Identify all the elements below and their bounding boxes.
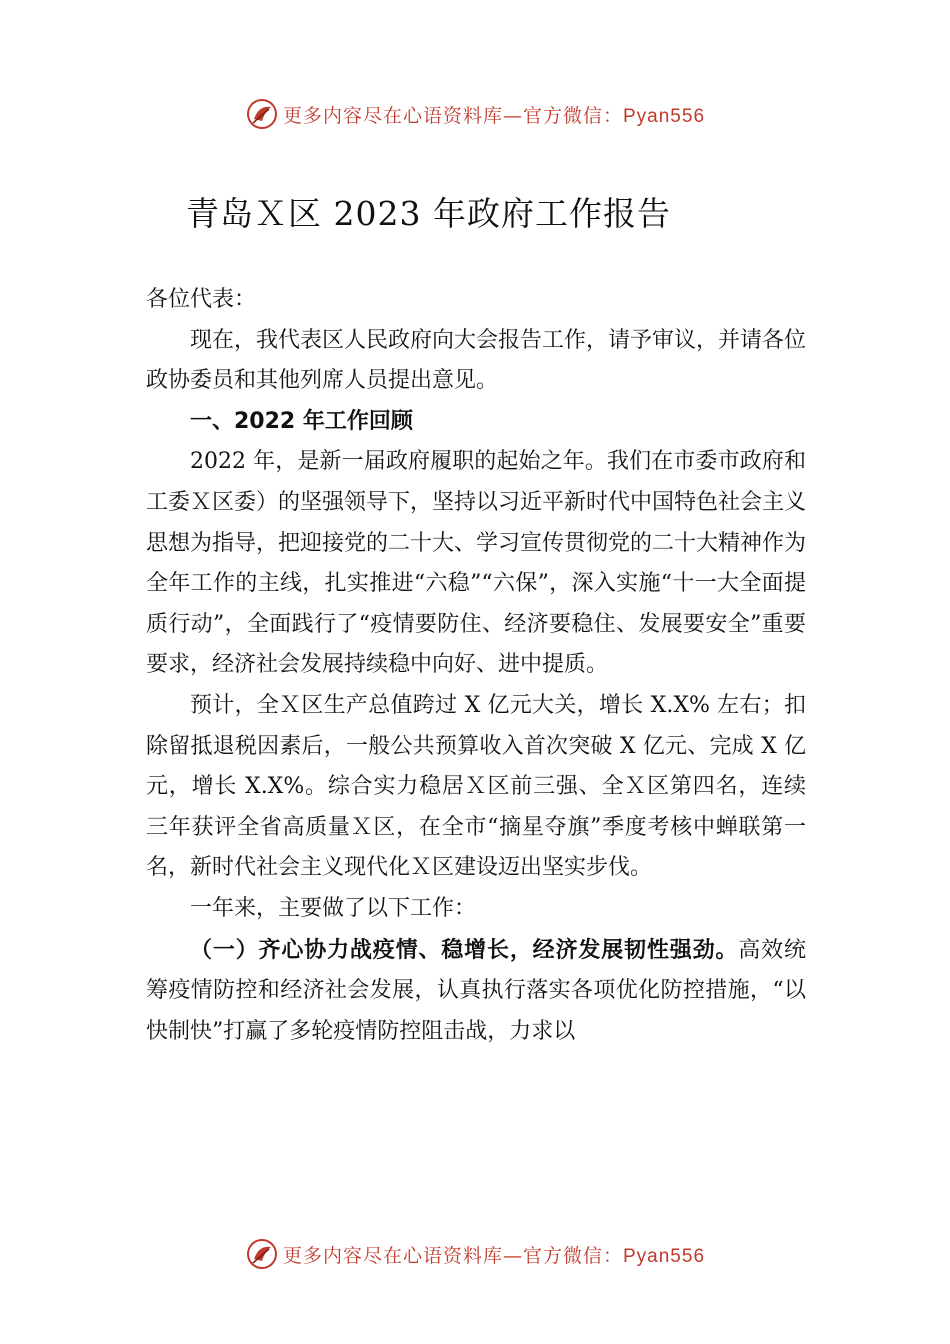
paragraph-estimates: 预计，全Ｘ区生产总值跨过 X 亿元大关，增长 X.X% 左右；扣除留抵退税因素后，一般公共预算收入首次突破 X 亿元、完成 X 亿元，增长 X.X%。综合实力稳居Ｘ区前三强、全Ｘ区第四名，连续三年获评全省高质量Ｘ区，在全市“摘星夺旗”季度考核中蝉联第一名，新时代社会主义现代化Ｘ区建设迈出坚实步伐。 [146,692,806,881]
paragraph-work-intro: 一年来，主要做了以下工作： [190,895,477,921]
paragraph-intro: 现在，我代表区人民政府向大会报告工作，请予审议，并请各位政协委员和其他列席人员提出意见。 [146,327,807,394]
watermark-banner-bottom [0,1234,950,1274]
section-heading-1: 一、2022 年工作回顾 [190,408,413,434]
salutation: 各位代表： [146,287,257,312]
banner-wechat-id: Pyan556 [623,105,706,127]
banner-wechat-id: Pyan556 [623,1245,706,1267]
paragraph-epidemic: 高效统筹疫情防控和经济社会发展，认真执行落实各项优化防控措施，“以快制快”打赢了多轮疫情防控阻击战，力求以 [146,937,806,1044]
banner-text [283,1241,705,1268]
document-title: 青岛Ｘ区 2023 年政府工作报告 [186,194,671,233]
document-body [146,280,806,1052]
banner-slogan: 更多内容尽在心语资料库 [282,1244,503,1267]
banner-separator: — [502,104,523,127]
banner-wechat-label: 官方微信： [522,1244,623,1267]
watermark-banner-top [0,94,950,134]
banner-separator: — [502,1244,523,1267]
paragraph-review: 2022 年，是新一届政府履职的起始之年。我们在市委市政府和工委Ｘ区委）的坚强领导下，坚持以习近平新时代中国特色社会主义思想为指导，把迎接党的二十大、学习宣传贯彻党的二十大精神作为全年工作的主线，扎实推进“六稳”“六保”，深入实施“十一大全面提质行动”，全面践行了“疫情要防住、经济要稳住、发展要安全”重要要求，经济社会发展持续稳中向好、进中提质。 [146,449,807,678]
banner-text [283,101,705,128]
subsection-heading-1: （一）齐心协力战疫情、稳增长，经济发展韧性强劲。 [190,936,739,963]
banner-wechat-label: 官方微信： [522,104,623,127]
logo-icon [245,1237,279,1271]
logo-icon [245,97,279,131]
banner-slogan: 更多内容尽在心语资料库 [282,104,503,127]
paragraph-section-1 [146,930,806,1053]
